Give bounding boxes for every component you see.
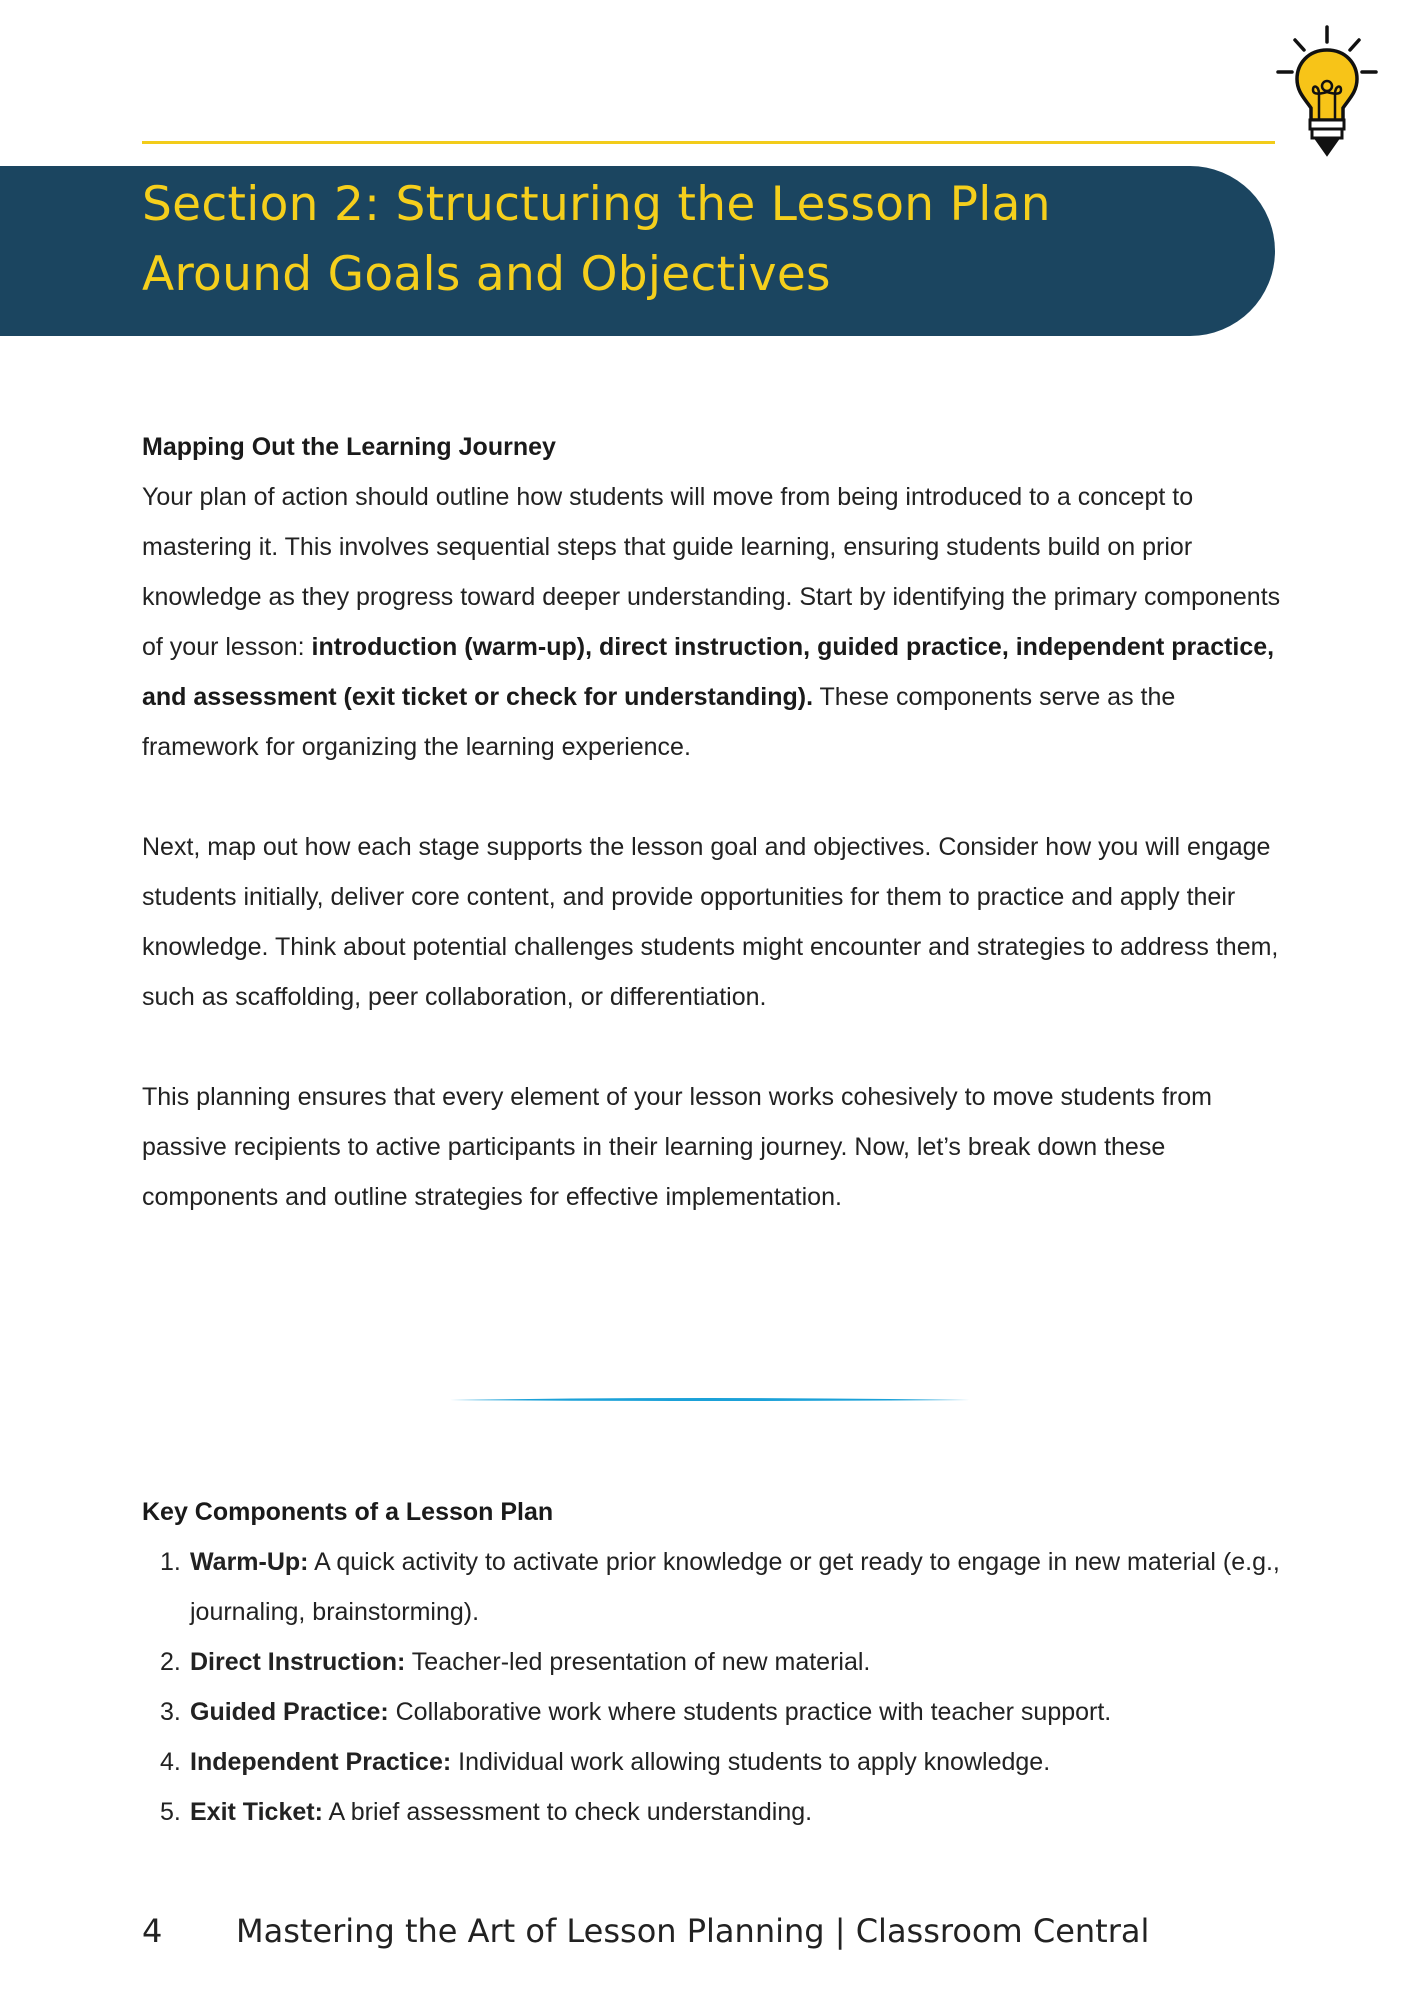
list-number: 1.	[160, 1548, 181, 1576]
list-term: Independent Practice:	[190, 1748, 452, 1776]
section-title-line1: Section 2: Structuring the Lesson Plan	[142, 177, 1051, 232]
list-term: Guided Practice:	[190, 1698, 389, 1726]
list-item	[142, 1687, 1282, 1737]
section-title-line2: Around Goals and Objectives	[142, 247, 831, 302]
list-desc: A brief assessment to check understanding.	[322, 1798, 813, 1826]
section-title	[142, 170, 1242, 310]
list-item	[142, 1787, 1282, 1837]
components-section	[142, 1487, 1282, 1837]
components-list	[142, 1537, 1282, 1837]
paragraph-1-text-a: Your plan of action should outline how students will move from being introduced to a concept to mastering it. This involves sequential steps that guide learning, ensuring students build on prior knowledge as they progress toward deeper understanding. Start by identifying the primary components of your lesson:	[142, 483, 1281, 661]
list-desc: Individual work allowing students to apply knowledge.	[451, 1748, 1051, 1776]
header-rule	[142, 141, 1275, 144]
lightbulb-icon	[1270, 22, 1385, 162]
list-item	[142, 1537, 1282, 1637]
list-term: Warm-Up:	[190, 1548, 309, 1576]
list-term: Exit Ticket:	[190, 1798, 323, 1826]
page-number: 4	[142, 1912, 163, 1950]
paragraph-1	[142, 472, 1282, 772]
list-number: 4.	[160, 1748, 181, 1776]
list-desc: A quick activity to activate prior knowledge or get ready to engage in new material (e.g., journaling, brainstorming).	[190, 1548, 1280, 1626]
page-footer	[142, 1912, 1342, 1950]
paragraph-1-text-b: These components serve as the framework for organizing the learning experience.	[142, 683, 1176, 761]
section-divider	[450, 1396, 970, 1404]
paragraph-1-bold: introduction (warm-up), direct instruction, guided practice, independent practice, and assessment (exit ticket or check for understanding).	[142, 633, 1275, 711]
list-term: Direct Instruction:	[190, 1648, 406, 1676]
list-desc: Collaborative work where students practice with teacher support.	[388, 1698, 1112, 1726]
list-desc: Teacher-led presentation of new material.	[405, 1648, 871, 1676]
paragraph-3: This planning ensures that every element of your lesson works cohesively to move students from passive recipients to active participants in their learning journey. Now, let’s break down these components and outline strategies for effective implementation.	[142, 1083, 1212, 1211]
footer-text: Mastering the Art of Lesson Planning | Classroom Central	[236, 1912, 1150, 1950]
list-item	[142, 1637, 1282, 1687]
list-number: 3.	[160, 1698, 181, 1726]
mapping-section	[142, 422, 1282, 1272]
list-item	[142, 1737, 1282, 1787]
components-heading: Key Components of a Lesson Plan	[142, 1498, 554, 1526]
list-number: 5.	[160, 1798, 181, 1826]
paragraph-2: Next, map out how each stage supports the lesson goal and objectives. Consider how you will engage students initially, deliver core content, and provide opportunities for them to practice and apply their knowledge. Think about potential challenges students might encounter and strategies to address them, such as scaffolding, peer collaboration, or differentiation.	[142, 833, 1279, 1011]
list-number: 2.	[160, 1648, 181, 1676]
mapping-heading: Mapping Out the Learning Journey	[142, 433, 556, 461]
